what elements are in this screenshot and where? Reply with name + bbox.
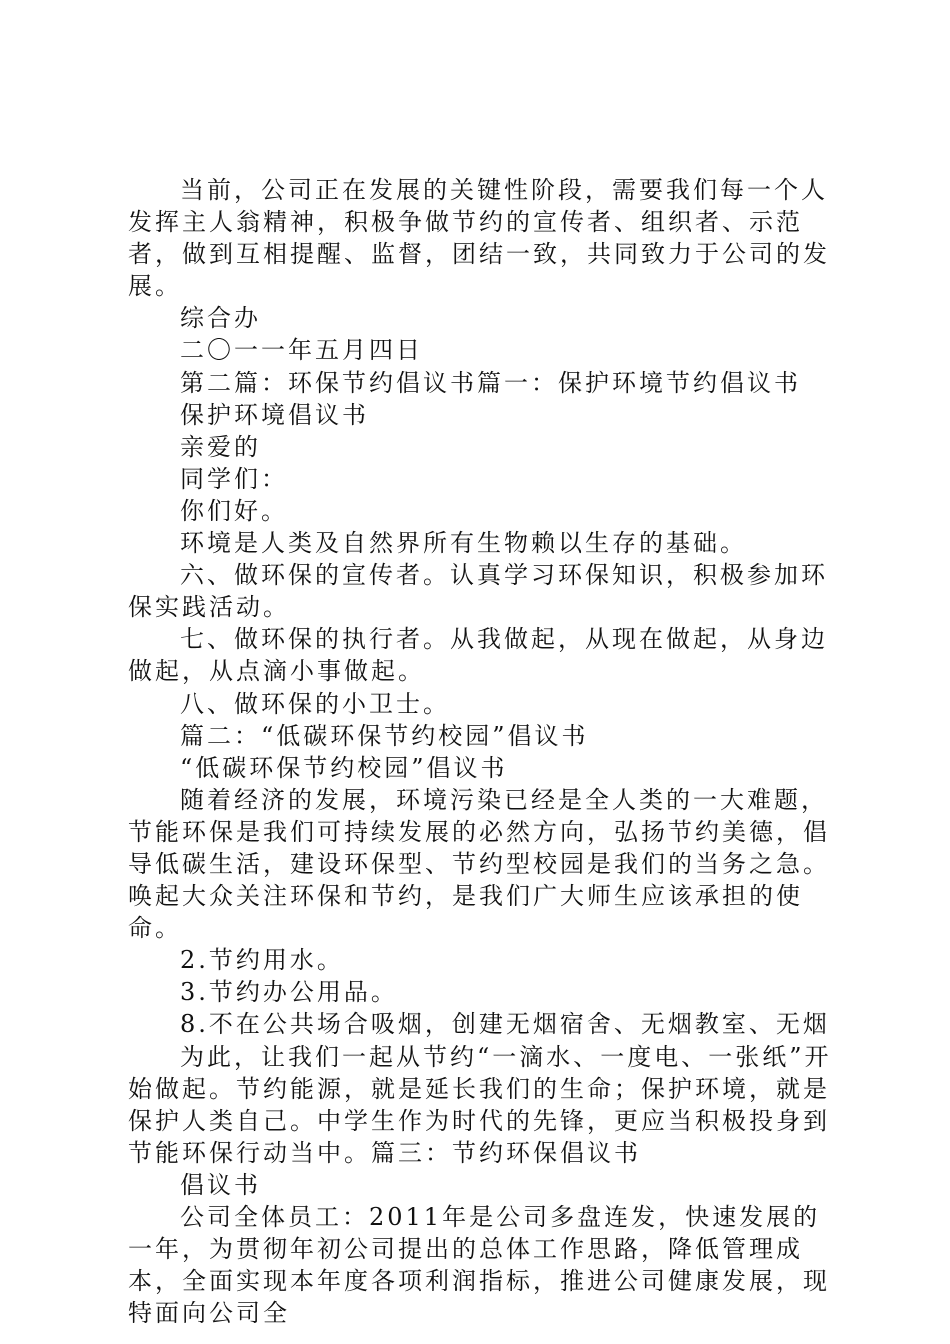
- low-carbon-title: “低碳环保节约校园”倡议书: [180, 753, 508, 782]
- list-item-eight: 八、做环保的小卫士。: [180, 689, 450, 718]
- proposal-heading: 倡议书: [180, 1170, 261, 1199]
- list-item-six: 六、做环保的宣传者。认真学习环保知识，积极参加环保实践活动。: [128, 561, 828, 622]
- list-item-seven: 七、做环保的执行者。从我做起，从现在做起，从身边做起，从点滴小事做起。: [128, 625, 828, 686]
- signature-department: 综合办: [180, 304, 261, 333]
- section-heading-article-two: 篇二：“低碳环保节约校园”倡议书: [180, 721, 589, 750]
- greeting-dear: 亲爱的: [180, 432, 261, 461]
- greeting-hello: 你们好。: [180, 496, 288, 525]
- document-body: [128, 174, 834, 1329]
- paragraph-call-to-action: 为此，让我们一起从节约“一滴水、一度电、一张纸”开始做起。节约能源，就是延长我们的生命；保护环境，就是保护人类自己。中学生作为时代的先锋，更应当积极投身到节能环保行动当中。篇三：节约环保倡议书: [128, 1042, 832, 1167]
- proposal-title: 保护环境倡议书: [180, 400, 369, 429]
- paragraph-environment-basis: 环境是人类及自然界所有生物赖以生存的基础。: [180, 529, 747, 558]
- list-item-save-water: 2.节约用水。: [180, 946, 344, 975]
- signature-date: 二〇一一年五月四日: [180, 336, 423, 365]
- list-item-no-smoking: 8.不在公共场合吸烟，创建无烟宿舍、无烟教室、无烟: [180, 1010, 830, 1039]
- section-heading-part-two: 第二篇：环保节约倡议书篇一：保护环境节约倡议书: [180, 368, 801, 397]
- paragraph-all-staff: 公司全体员工：2011年是公司多盘连发，快速发展的一年，为贯彻年初公司提出的总体工作思路，降低管理成本，全面实现本年度各项利润指标，推进公司健康发展，现特面向公司全: [128, 1203, 830, 1328]
- paragraph-company-stage: 当前，公司正在发展的关键性阶段，需要我们每一个人发挥主人翁精神，积极争做节约的宣传者、组织者、示范者，做到互相提醒、监督，团结一致，共同致力于公司的发展。: [128, 176, 830, 301]
- greeting-students: 同学们：: [180, 464, 288, 493]
- paragraph-economic-development: 随着经济的发展，环境污染已经是全人类的一大难题，节能环保是我们可持续发展的必然方向，弘扬节约美德，倡导低碳生活，建设环保型、节约型校园是我们的当务之急。唤起大众关注环保和节约，是我们广大师生应该承担的使命。: [128, 785, 830, 943]
- list-item-save-office-supplies: 3.节约办公用品。: [180, 978, 398, 1007]
